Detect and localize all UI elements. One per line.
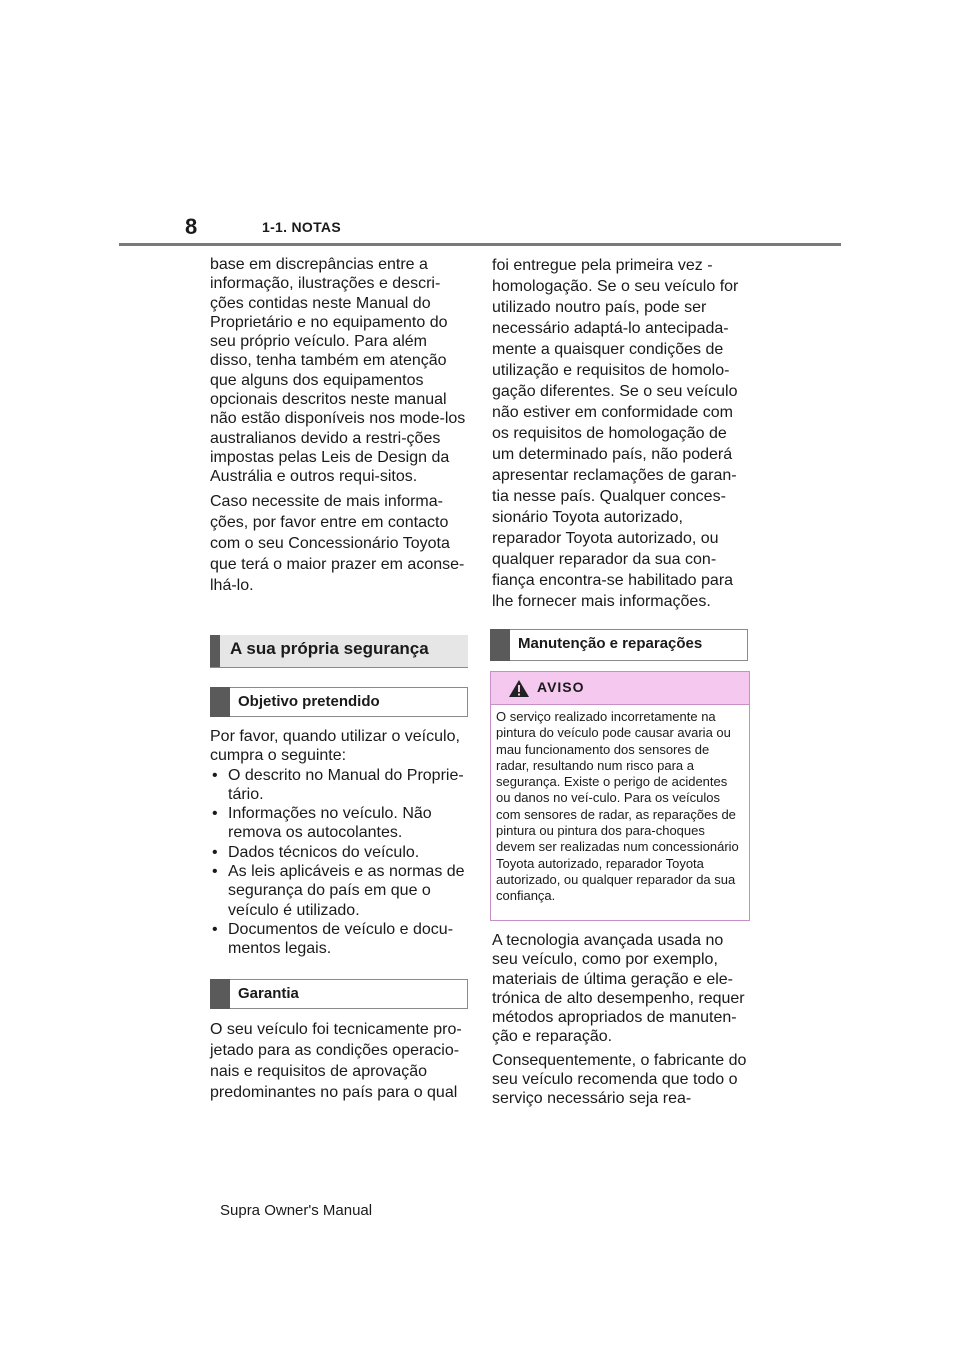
warranty-section xyxy=(210,1019,472,1107)
page-number: 8 xyxy=(185,214,198,239)
subheading-bar xyxy=(490,629,510,661)
header-divider xyxy=(119,243,841,246)
heading-maintenance xyxy=(490,629,748,661)
purpose-section xyxy=(210,727,472,959)
subheading-bar xyxy=(210,687,230,717)
contact-paragraph: Caso necessite de mais informa-ções, por favor entre em contacto com o seu Concessionário Toyota que terá o maior prazer em aconse-lhá-lo. xyxy=(210,492,465,594)
technology-paragraph: A tecnologia avançada usada no seu veículo, como por exemplo, materiais de última geração e ele-trónica de alto desempenho, requer métodos apropriados de manuten-ção e reparação. xyxy=(492,932,745,1046)
homologation-paragraph: foi entregue pela primeira vez - homologação. Se o seu veículo for utilizado noutro país, pode ser necessário adaptá-lo antecipada-mente a quaisquer condições de utilização e requisitos de homolo-gação diferentes. Se o seu veículo não estiver em conformidade com os requisitos de homologação de um determinado país, não poderá apresentar reclamações de garan-tia nesse país. Qualquer conces-sionário Toyota autorizado, reparador Toyota autorizado, ou qualquer reparador da sua con-fiança encontra-se habilitado para lhe fornecer mais informações. xyxy=(492,257,739,610)
list-item: • Documentos de veículo e docu-mentos legais. xyxy=(210,920,472,959)
heading-warranty xyxy=(210,979,468,1009)
purpose-intro: Por favor, quando utilizar o veículo, cumpra o seguinte: xyxy=(210,728,460,765)
heading-own-safety xyxy=(210,635,468,668)
warning-title: AVISO xyxy=(537,679,585,695)
consequence-paragraph: Consequentemente, o fabricante do seu veículo recomenda que todo o serviço necessário seja rea- xyxy=(492,1051,747,1108)
heading-intended-purpose xyxy=(210,687,468,717)
warning-triangle-icon xyxy=(508,679,530,698)
heading-own-safety-label: A sua própria segurança xyxy=(230,639,429,658)
section-title: 1-1. NOTAS xyxy=(262,219,341,235)
heading-maintenance-label: Manutenção e reparações xyxy=(518,635,703,652)
list-item: • Dados técnicos do veículo. xyxy=(210,843,472,862)
intro-paragraph: base em discrepâncias entre a informação, ilustrações e descri-ções contidas neste Manual do Proprietário e no equipamento do seu próprio veículo. Para além disso, tenha também em atenção que alguns dos equipamentos opcionais descritos neste manual não estão disponíveis nos mode-los australianos devido a restri-ções impostas pelas Leis de Design da Austrália e outros requi-sitos. xyxy=(210,256,466,486)
warning-box xyxy=(490,671,750,921)
subheading-bar xyxy=(210,979,230,1009)
heading-bar xyxy=(210,635,220,667)
heading-warranty-label: Garantia xyxy=(238,985,299,1002)
maintenance-section xyxy=(492,931,750,1113)
warning-header xyxy=(491,672,749,705)
footer-manual-name: Supra Owner's Manual xyxy=(220,1202,373,1219)
purpose-list xyxy=(210,766,472,959)
right-column-text xyxy=(492,255,750,616)
heading-intended-purpose-label: Objetivo pretendido xyxy=(238,693,380,710)
warning-text: O serviço realizado incorretamente na pintura do veículo pode causar avaria ou mau funcionamento dos sensores de radar, resultando num risco para a segurança. Existe o perigo de acidentes ou danos no veí-culo. Para os veículos com sensores de radar, as reparações de pintura ou pintura dos para-choques devem ser realizadas num concessionário Toyota autorizado, reparador Toyota autorizado, ou qualquer reparador da sua confiança. xyxy=(496,709,739,904)
left-column-text xyxy=(210,255,472,600)
list-item: • Informações no veículo. Não remova os autocolantes. xyxy=(210,804,472,843)
list-item: • As leis aplicáveis e as normas de segurança do país em que o veículo é utilizado. xyxy=(210,862,472,920)
list-item: • O descrito no Manual do Proprie-tário. xyxy=(210,766,472,805)
warranty-paragraph: O seu veículo foi tecnicamente pro-jetado para as condições operacio-nais e requisitos de aprovação predominantes no país para o qual xyxy=(210,1021,462,1101)
